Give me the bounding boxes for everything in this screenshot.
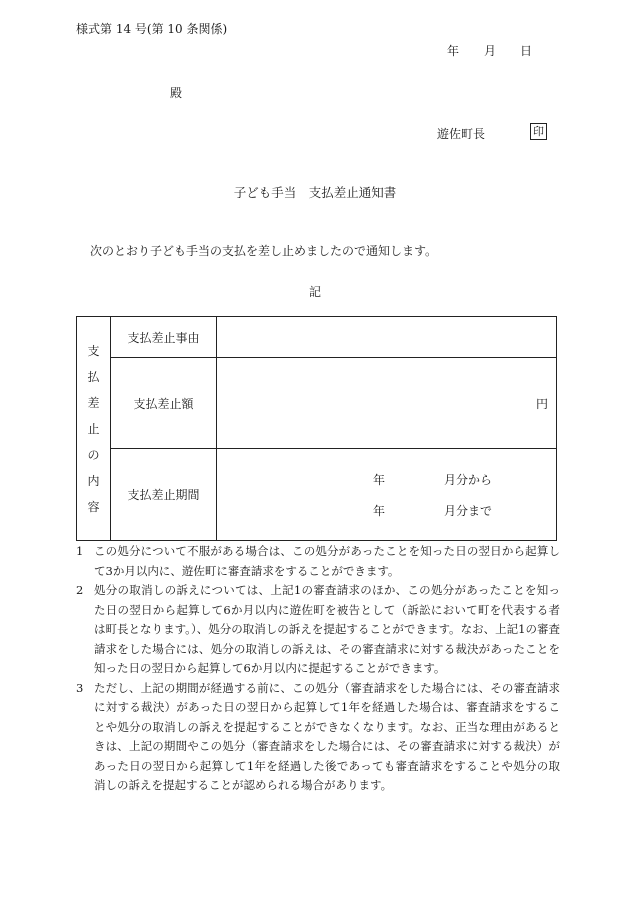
side-char: 止: [87, 421, 100, 436]
side-char: 内: [87, 473, 100, 488]
note-item: [76, 542, 560, 581]
reason-label: 支払差止事由: [111, 317, 217, 358]
note-number: 1: [76, 544, 84, 558]
date-day: 日: [520, 44, 533, 58]
side-label: [77, 317, 111, 541]
period-label: 支払差止期間: [111, 449, 217, 541]
note-number: 3: [76, 680, 84, 695]
period-to-year: 年: [373, 504, 386, 518]
side-char: の: [87, 447, 100, 462]
period-to-month: 月分まで: [444, 504, 493, 518]
form-number: 様式第 14 号(第 10 条関係): [76, 22, 228, 36]
note-text: 処分の取消しの訴えについては、上記1の審査請求のほか、この処分があったことを知った日の翌日から起算して6か月以内に遊佐町を被告として（訴訟において町を代表する者は町長となります。）、処分の取消しの訴えを提起することができます。なお、上記1の審査請求をした場合には、処分の取消しの訴えは、その審査請求に対する裁決があったことを知った日の翌日から起算して6か月以内に提起することができます。: [94, 583, 560, 675]
amount-label: 支払差止額: [111, 358, 217, 449]
date-month: 月: [484, 44, 497, 58]
date-year: 年: [447, 44, 460, 58]
body-text: 次のとおり子ども手当の支払を差し止めましたので通知します。: [90, 244, 438, 258]
note-text: ただし、上記の期間が経過する前に、この処分（審査請求をした場合には、その審査請求に対する裁決）があった日の翌日から起算して1年を経過した場合は、審査請求をすることや処分の取消しの訴えを提起することができなくなります。なお、正当な理由があるときは、上記の期間やこの処分（審査請求をした場合には、その審査請求に対する裁決）があった日の翌日から起算して1年を経過した後であっても審査請求をすることや処分の取消しの訴えを提起することが認められる場合があります。: [94, 680, 560, 792]
side-char: 払: [87, 369, 100, 384]
side-char: 支: [87, 343, 100, 358]
period-from-month: 月分から: [444, 473, 493, 487]
note-text: この処分について不服がある場合は、この処分があったことを知った日の翌日から起算して3か月以内に、遊佐町に審査請求をすることができます。: [94, 544, 560, 578]
issuer: 遊佐町長: [437, 127, 486, 141]
period-value: [217, 449, 557, 541]
note-number: 2: [76, 583, 84, 597]
side-char: 差: [87, 395, 100, 410]
ki-heading: 記: [308, 285, 321, 299]
side-char: 容: [87, 499, 100, 514]
amount-unit: 円: [535, 396, 548, 411]
seal-mark: 印: [530, 123, 547, 140]
note-item: [76, 581, 560, 679]
details-table: [76, 316, 557, 541]
amount-value: [217, 358, 557, 449]
notes-section: [76, 542, 560, 796]
note-item: [76, 679, 560, 796]
reason-value: [217, 317, 557, 358]
document-title: 子ども手当 支払差止通知書: [233, 185, 397, 200]
period-from-year: 年: [373, 473, 386, 487]
addressee-suffix: 殿: [170, 86, 183, 100]
